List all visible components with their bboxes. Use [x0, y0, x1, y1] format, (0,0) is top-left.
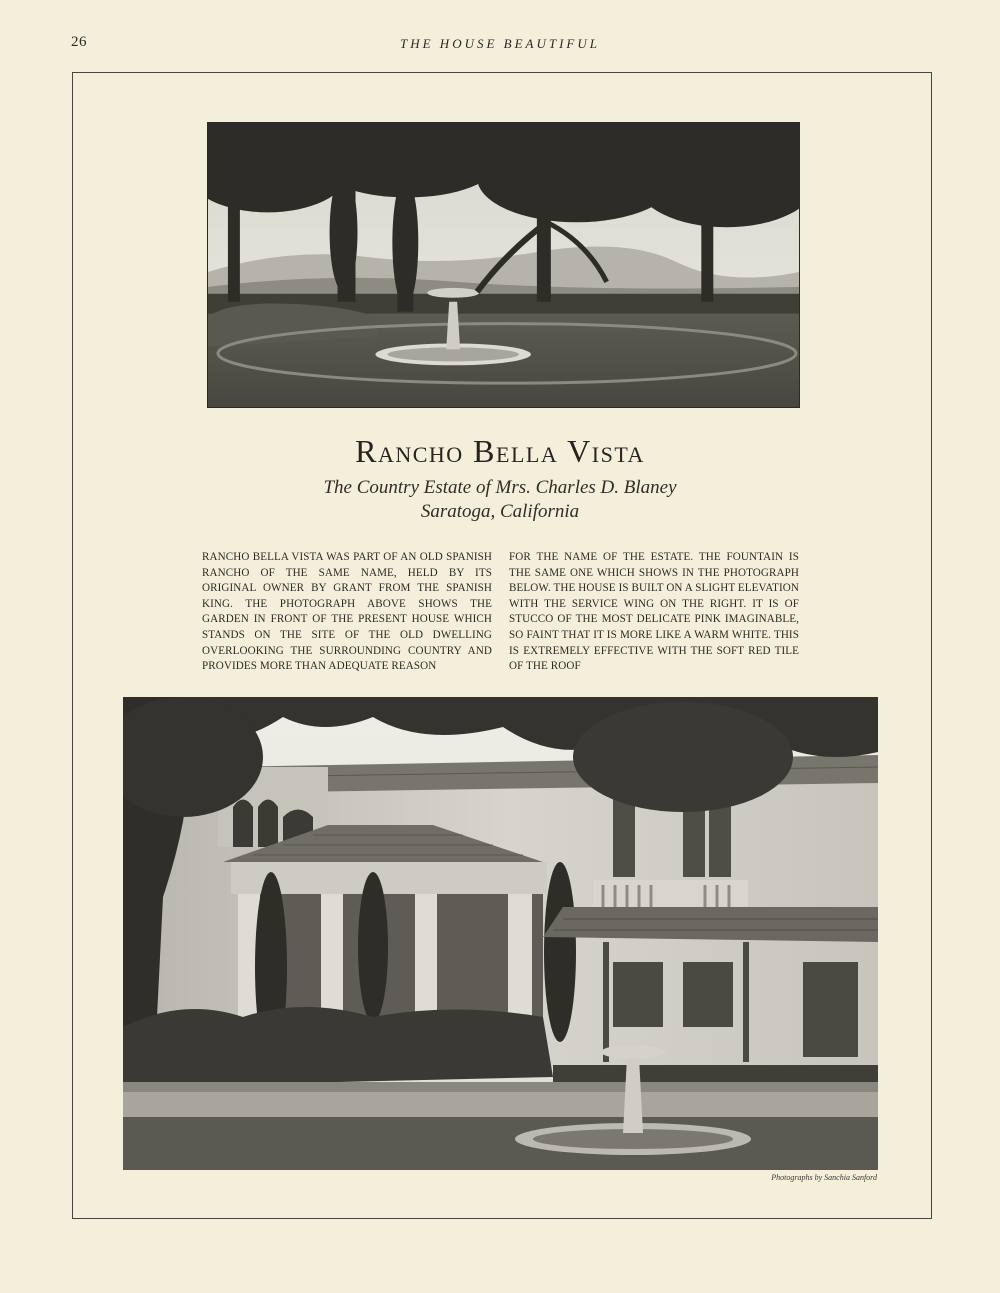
page-number: 26: [71, 34, 87, 50]
body-column-right: FOR THE NAME OF THE ESTATE. THE FOUNTAIN IS THE SAME ONE WHICH SHOWS IN THE PHOTOGRAPH BELOW. THE HOUSE IS BUILT ON A SLIGHT ELEVATION WITH THE SERVICE WING ON THE RIGHT. IT IS OF STUCCO OF THE MOST DELICATE PINK IMAGINABLE, SO FAINT THAT IT IS MORE LIKE A WARM WHITE. THIS IS EXTREMELY EFFECTIVE WITH THE SOFT RED TILE OF THE ROOF: [509, 551, 799, 673]
garden-photo: [207, 122, 800, 408]
running-head: THE HOUSE BEAUTIFUL: [400, 36, 600, 51]
article-title: Rancho Bella Vista: [355, 433, 645, 469]
house-photo: [123, 697, 878, 1170]
article-subtitle: The Country Estate of Mrs. Charles D. Blaney: [323, 477, 677, 498]
article-location: Saratoga, California: [420, 501, 580, 522]
body-column-left: RANCHO BELLA VISTA WAS PART OF AN OLD SPANISH RANCHO OF THE SAME NAME, HELD BY ITS ORIGINAL OWNER BY GRANT FROM THE SPANISH KING. THE PHOTOGRAPH ABOVE SHOWS THE GARDEN IN FRONT OF THE PRESENT HOUSE WHICH STANDS ON THE SITE OF THE OLD DWELLING OVERLOOKING THE SURROUNDING COUNTRY AND PROVIDES MORE THAN ADEQUATE REASON: [202, 551, 492, 673]
photo-credit: Photographs by Sanchia Sanford: [771, 1173, 877, 1182]
